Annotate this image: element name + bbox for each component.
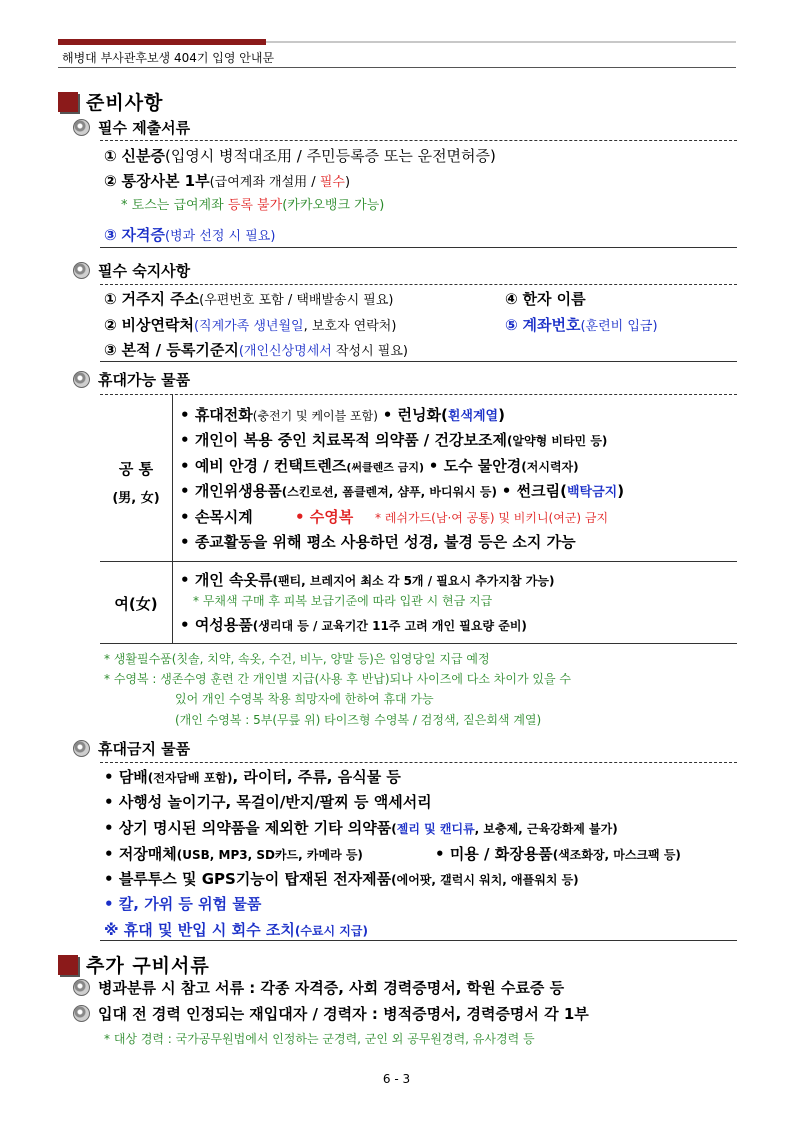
female-note: * 무채색 구매 후 피복 보급기준에 따라 입관 시 현금 지급 (193, 594, 493, 608)
section-square-icon (58, 92, 78, 112)
doc-certificate: ③ 자격증(병과 선정 시 필요) (104, 226, 276, 244)
female-item-2: • 여성용품(생리대 등 / 교육기간 11주 고려 개인 필요량 준비) (180, 616, 527, 634)
subsection-title: 휴대금지 물품 (98, 740, 191, 758)
solid-divider (100, 361, 737, 362)
prohibited-item-6: • 칼, 가위 등 위험 물품 (104, 895, 262, 913)
table-column-divider (172, 394, 173, 643)
subsection-prohibited-items (73, 738, 190, 759)
dashed-divider (100, 762, 737, 763)
female-item-1: • 개인 속옷류(팬티, 브레지어 최소 각 5개 / 필요시 추가지참 가능) (180, 571, 555, 589)
section-title: 준비사항 (86, 92, 164, 114)
subsection-title: 필수 제출서류 (98, 119, 191, 137)
note-swimsuit-1: * 수영복 : 생존수영 훈련 간 개인별 지급(사용 후 반납)되나 사이즈에 다소 차이가 있을 수 (104, 672, 571, 686)
common-item-5: • 손목시계 (180, 508, 253, 526)
subsection-allowed-items (73, 369, 190, 390)
circle-bullet-icon (73, 119, 90, 136)
category-common: 공 통 (男, 女) (112, 460, 160, 506)
circle-bullet-icon (73, 1005, 90, 1022)
know-address: ① 거주지 주소(우편번호 포함 / 택배발송시 필요) (104, 290, 394, 308)
subsection-title: 필수 숙지사항 (98, 262, 191, 280)
swimsuit-note: * 레쉬가드(남·여 공통) 및 비키니(여군) 금지 (375, 511, 609, 525)
prohibited-item-4: • 저장매체(USB, MP3, SD카드, 카메라 등) (104, 845, 363, 863)
section-preparation (58, 88, 163, 115)
circle-bullet-icon (73, 262, 90, 279)
prohibited-item-2: • 사행성 놀이기구, 목걸이/반지/팔찌 등 액세서리 (104, 793, 432, 811)
dashed-divider (100, 284, 737, 285)
section-additional-documents (58, 951, 210, 978)
common-item-2: • 개인이 복용 중인 치료목적 의약품 / 건강보조제(알약형 비타민 등) (180, 431, 608, 449)
know-account-number: ⑤ 계좌번호(훈련비 입금) (505, 316, 658, 334)
note-necessities: * 생활필수품(칫솔, 치약, 속옷, 수건, 비누, 양말 등)은 입영당일 지급 예정 (104, 652, 490, 666)
doc-id-card: ① 신분증(입영시 병적대조用 / 주민등록증 또는 운전면허증) (104, 147, 496, 165)
additional-item-2: 입대 전 경력 인정되는 재입대자 / 경력자 : 병적증명서, 경력증명서 각 1부 (73, 1003, 589, 1024)
section-title: 추가 구비서류 (86, 955, 210, 977)
swimsuit-item: • 수영복 (295, 508, 354, 526)
section-square-icon (58, 955, 78, 975)
prohibited-item-1: • 담배(전자담배 포함), 라이터, 주류, 음식물 등 (104, 768, 401, 786)
circle-bullet-icon (73, 371, 90, 388)
table-top-border (100, 394, 737, 395)
dashed-divider (100, 140, 737, 141)
table-bottom-border (100, 643, 737, 644)
prohibited-item-5: • 블루투스 및 GPS기능이 탑재된 전자제품(에어팟, 갤럭시 워치, 애플워치 등) (104, 870, 579, 888)
prohibited-item-4b: • 미용 / 화장용품(색조화장, 마스크팩 등) (435, 845, 681, 863)
note-swimsuit-2: 있어 개인 수영복 착용 희망자에 한하여 휴대 가능 (175, 692, 434, 706)
prohibited-collection-note: ※ 휴대 및 반입 시 회수 조치(수료시 지급) (104, 921, 368, 939)
know-emergency-contact: ② 비상연락처(직계가족 생년월일, 보호자 연락처) (104, 316, 397, 334)
header-rule (58, 67, 736, 68)
circle-bullet-icon (73, 979, 90, 996)
know-registry: ③ 본적 / 등록기준지(개인신상명세서 작성시 필요) (104, 341, 408, 359)
subsection-title: 휴대가능 물품 (98, 371, 191, 389)
subsection-must-know (73, 260, 190, 281)
common-item-6: • 종교활동을 위해 평소 사용하던 성경, 불경 등은 소지 가능 (180, 533, 576, 551)
document-header-title: 해병대 부사관후보생 404기 입영 안내문 (62, 51, 275, 65)
additional-item-1: 병과분류 시 참고 서류 : 각종 자격증, 사회 경력증명서, 학원 수료증 등 (73, 977, 564, 998)
category-female: 여(女) (114, 595, 158, 613)
common-item-1: • 휴대전화(충전기 및 케이블 포함) • 런닝화(흰색계열) (180, 406, 505, 424)
page-number: 6 - 3 (382, 1072, 411, 1086)
know-hanja-name: ④ 한자 이름 (505, 290, 586, 308)
common-item-3: • 예비 안경 / 컨택트렌즈(써클렌즈 금지) • 도수 물안경(저시력자) (180, 457, 579, 475)
header-bar (58, 39, 736, 45)
common-item-4: • 개인위생용품(스킨로션, 폼클렌져, 샴푸, 바디워시 등) • 썬크림(백탁금지) (180, 482, 625, 500)
solid-divider (100, 247, 737, 248)
circle-bullet-icon (73, 740, 90, 757)
career-note: * 대상 경력 : 국가공무원법에서 인정하는 군경력, 군인 외 공무원경력, 유사경력 등 (104, 1032, 535, 1046)
note-swimsuit-3: (개인 수영복 : 5부(무릎 위) 타이즈형 수영복 / 검정색, 짙은회색 계열) (175, 713, 542, 727)
subsection-required-documents (73, 117, 190, 138)
doc-bankbook: ② 통장사본 1부(급여계좌 개설用 / 필수) (104, 172, 351, 190)
table-row-divider (100, 561, 737, 562)
solid-divider (100, 940, 737, 941)
toss-note: * 토스는 급여계좌 등록 불가(카카오뱅크 가능) (121, 198, 385, 213)
prohibited-item-3: • 상기 명시된 의약품을 제외한 기타 의약품(젤리 및 캔디류, 보충제, 근육강화제 불가) (104, 819, 618, 837)
